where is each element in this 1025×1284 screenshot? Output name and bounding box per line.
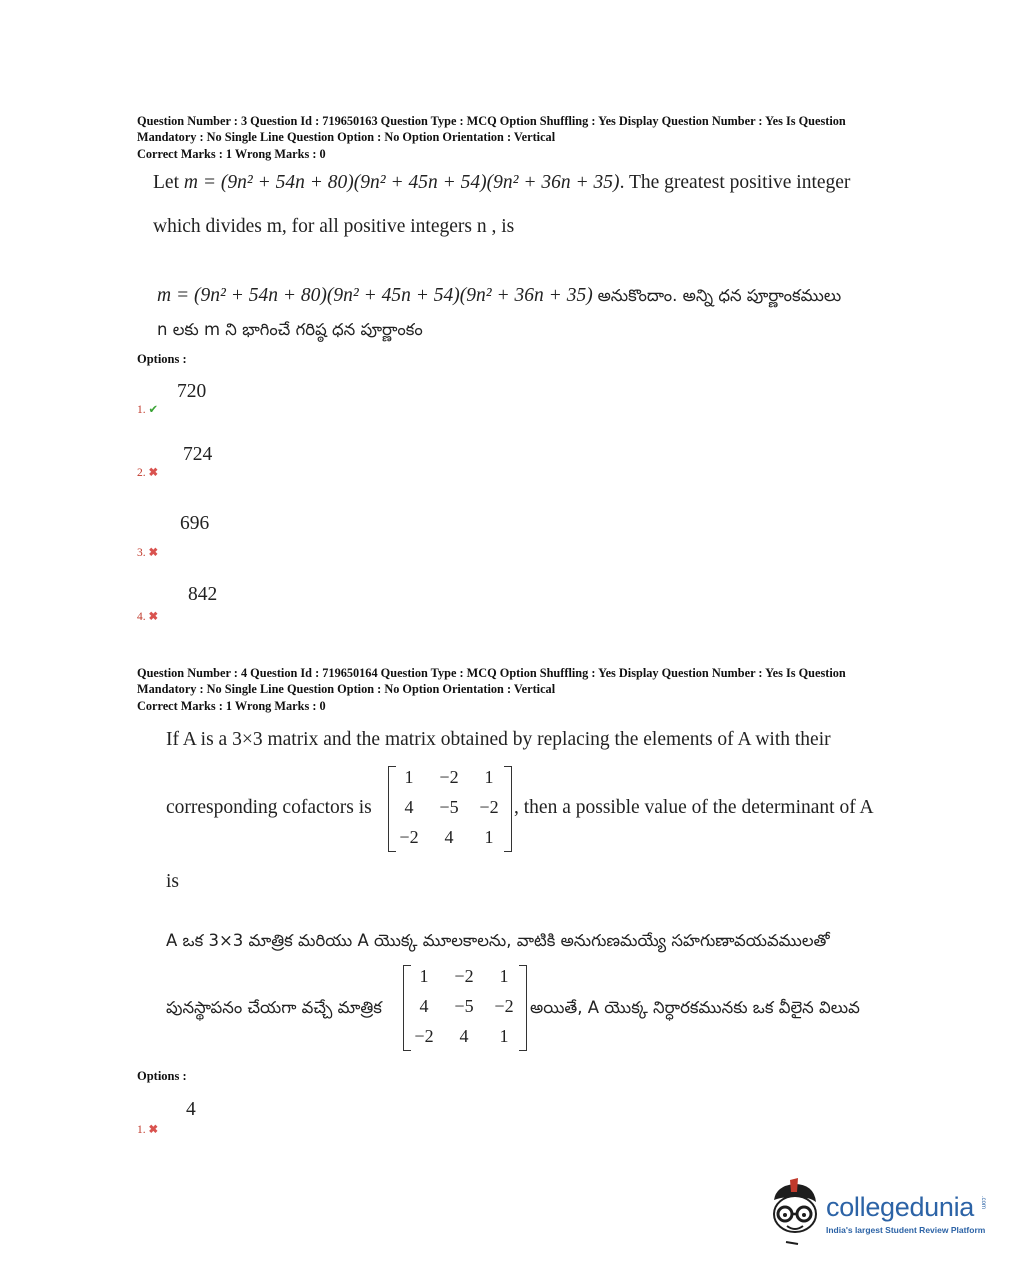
q3-option-2-value[interactable]: 724 <box>183 444 213 465</box>
q3-english-line1-expr: m = (9n² + 54n + 80)(9n² + 45n + 54)(9n² + 36n + 35) <box>183 172 620 193</box>
logo-com: .com <box>980 1196 986 1210</box>
matrix-cell: −5 <box>439 797 459 817</box>
check-icon: ✔ <box>148 404 159 416</box>
q4-option-1-number[interactable] <box>137 1122 158 1136</box>
q3-option-2-num-text: 2. <box>137 467 146 479</box>
q3-option-3-number[interactable] <box>137 545 158 559</box>
matrix-cell: 4 <box>404 797 414 817</box>
q3-telugu-line1-text: అనుకొందాం. అన్ని ధన పూర్ణాంకములు <box>597 286 842 305</box>
matrix-cell: −2 <box>399 827 419 847</box>
q3-meta <box>137 114 897 163</box>
matrix-cell: −2 <box>479 797 499 817</box>
q4-option-1-num-text: 1. <box>137 1124 146 1136</box>
matrix-cell: −5 <box>454 996 474 1016</box>
q4-telugu-line2-pre: పునస్థాపనం చేయగా వచ్చే మాత్రిక <box>166 998 382 1017</box>
matrix-cell: −2 <box>439 767 459 787</box>
q4-meta-line2: Mandatory : No Single Line Question Option : No Option Orientation : Vertical <box>137 681 556 696</box>
q4-meta <box>137 666 897 715</box>
q3-option-4-num-text: 4. <box>137 611 146 623</box>
q3-option-3-num-text: 3. <box>137 547 146 559</box>
q3-telugu-line1 <box>157 284 841 308</box>
q4-meta-line3: Correct Marks : 1 Wrong Marks : 0 <box>137 699 326 713</box>
matrix-cell: 4 <box>419 996 429 1016</box>
q3-option-4-number[interactable] <box>137 609 158 623</box>
cross-icon: ✖ <box>148 1124 159 1136</box>
q3-meta-line1: Question Number : 3 Question Id : 719650163 Question Type : MCQ Option Shuffling : Yes Display Question Number : Yes Is Question <box>137 114 846 128</box>
student-face-icon <box>768 1178 824 1248</box>
matrix-cell: −2 <box>414 1026 434 1046</box>
q3-options-label: Options : <box>137 352 187 366</box>
q3-option-4-value[interactable]: 842 <box>188 584 218 605</box>
logo-wordmark: collegedunia <box>826 1192 975 1222</box>
q4-cofactor-matrix <box>388 766 512 852</box>
q3-english-line1-pre: Let <box>153 172 184 193</box>
matrix-cell: 1 <box>499 1026 509 1046</box>
q3-english-line1-post: . The greatest positive integer <box>619 172 851 193</box>
q4-english-line2-post: , then a possible value of the determinant of A <box>514 797 874 818</box>
matrix-cell: −2 <box>454 966 474 986</box>
q4-options-label: Options : <box>137 1069 187 1083</box>
q3-option-1-number[interactable] <box>137 402 158 416</box>
collegedunia-logo[interactable] <box>768 1178 998 1248</box>
q4-telugu-cofactor-matrix <box>403 965 527 1051</box>
q4-english-line1: If A is a 3×3 matrix and the matrix obtained by replacing the elements of A with their <box>166 729 831 750</box>
matrix-cell: −2 <box>494 996 514 1016</box>
matrix-cell: 1 <box>499 966 509 986</box>
q4-telugu-line2-post: అయితే, A యొక్క నిర్ధారకమునకు ఒక వీలైన విలువ <box>530 998 860 1017</box>
q3-english-line2: which divides m, for all positive integers n , is <box>153 216 515 237</box>
cross-icon: ✖ <box>148 611 159 623</box>
matrix-cell: 4 <box>459 1026 469 1046</box>
q4-option-1-value[interactable]: 4 <box>186 1099 196 1120</box>
q3-english-line1 <box>153 171 850 195</box>
q4-telugu-line1: A ఒక 3×3 మాత్రిక మరియు A యొక్క మూలకాలను, వాటికి అనుగుణమయ్యే సహగుణావయవములతో <box>166 931 830 950</box>
q4-english-line2-pre: corresponding cofactors is <box>166 797 372 818</box>
q4-english-line3: is <box>166 871 180 892</box>
q3-option-1-value[interactable]: 720 <box>177 381 207 402</box>
q3-telugu-line1-expr: m = (9n² + 54n + 80)(9n² + 45n + 54)(9n² + 36n + 35) <box>157 285 593 306</box>
logo-tagline: India's largest Student Review Platform <box>826 1225 986 1235</box>
matrix-cell: 1 <box>484 827 494 847</box>
q3-telugu-line2: n లకు m ని భాగించే గరిష్ఠ ధన పూర్ణాంకం <box>157 320 423 339</box>
matrix-cell: 4 <box>444 827 454 847</box>
q4-meta-line1: Question Number : 4 Question Id : 719650164 Question Type : MCQ Option Shuffling : Yes Display Question Number : Yes Is Question <box>137 666 846 680</box>
matrix-cell: 1 <box>419 966 429 986</box>
matrix-cell: 1 <box>484 767 494 787</box>
q3-meta-line2: Mandatory : No Single Line Question Option : No Option Orientation : Vertical <box>137 129 556 144</box>
cross-icon: ✖ <box>148 547 159 559</box>
q3-option-1-num-text: 1. <box>137 404 146 416</box>
cross-icon: ✖ <box>148 467 159 479</box>
q3-meta-line3: Correct Marks : 1 Wrong Marks : 0 <box>137 147 326 161</box>
matrix-cell: 1 <box>404 767 414 787</box>
q3-option-3-value[interactable]: 696 <box>180 513 210 534</box>
q3-option-2-number[interactable] <box>137 465 158 479</box>
